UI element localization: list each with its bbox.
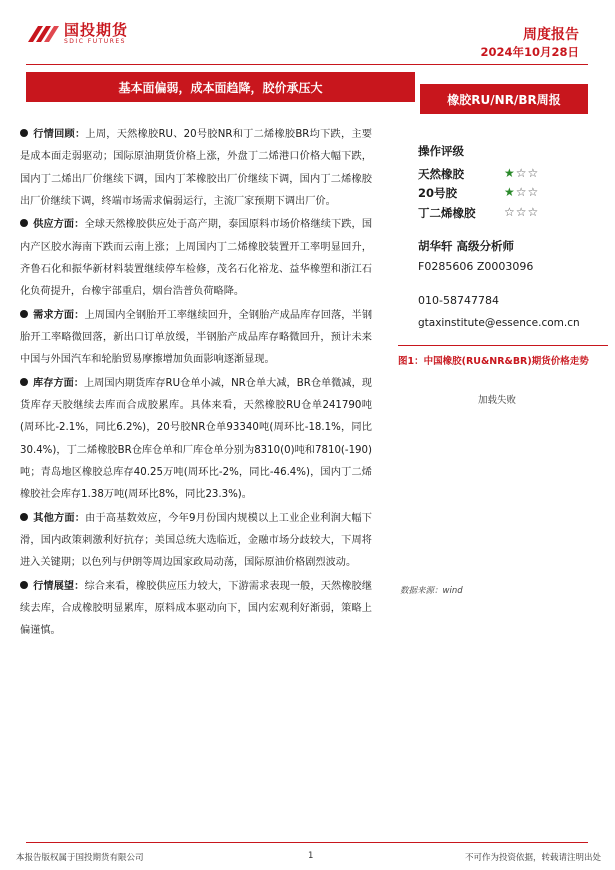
report-date: 2024年10月28日	[480, 45, 579, 59]
analyst-phone: 010-58747784	[418, 294, 499, 307]
bullet-icon	[20, 129, 28, 137]
product-title: 橡胶RU/NR/BR周报	[420, 84, 588, 114]
figure-divider	[398, 345, 608, 346]
footer-disclaimer: 不可作为投资依据，转载请注明出处	[464, 853, 601, 863]
rating-row-br: 丁二烯橡胶 ☆☆☆	[418, 205, 540, 220]
logo-mark-icon	[26, 22, 60, 46]
logo-en-text: SDIC FUTURES	[64, 38, 126, 45]
rating-stars: ★☆☆	[504, 166, 540, 180]
company-logo	[26, 22, 128, 46]
rating-row-natural-rubber: 天然橡胶 ★☆☆	[418, 166, 540, 181]
figure-title: 图1：中国橡胶(RU&NR&BR)期货价格走势	[398, 356, 589, 367]
section-market-review: 行情回顾：上周，天然橡胶RU、20号胶NR和丁二烯橡胶BR均下跌，主要是成本面走弱驱动；国际原油期货价格上涨，外盘丁二烯港口价格大幅下跌，国内丁二烯出厂价继续下调，国内丁苯橡胶出厂价继续下调，国内丁二烯橡胶出厂价继续下调，终端市场需求偏弱运行，主流厂家预期下调出厂价。	[20, 129, 372, 207]
rating-title: 操作评级	[418, 144, 464, 158]
bullet-icon	[20, 513, 28, 521]
header-divider	[26, 64, 588, 65]
report-title: 基本面偏弱，成本面趋降，胶价承压大	[26, 72, 415, 102]
rating-row-nr20: 20号胶 ★☆☆	[418, 185, 540, 200]
rating-stars: ★☆☆	[504, 185, 540, 199]
section-supply: 供应方面：全球天然橡胶供应处于高产期，泰国原料市场价格继续下跌，国内产区胶水海南下跌而云南上涨；上周国内丁二烯橡胶装置开工率明显回升，齐鲁石化和振华新材料装置继续停车检修，茂名石化裕龙、益华橡塑和浙江石化负荷提升，台橡宇部重启，烟台浩普负荷略降。	[20, 219, 373, 298]
bullet-icon	[20, 219, 28, 227]
logo-cn-text: 国投期货	[64, 21, 129, 39]
analyst-cert: F0285606 Z0003096	[418, 260, 534, 273]
section-other: 其他方面：由于高基数效应，今年9月份国内规模以上工业企业利润大幅下滑，国内政策刺激利好抗存；美国总统大选临近，金融市场分歧较大，下周将进入关键期；以色列与伊朗等周边国家政局动荡，国际原油价格剧烈波动。	[20, 512, 372, 569]
section-outlook: 行情展望：综合来看，橡胶供应压力较大，下游需求表现一般，天然橡胶继续去库，合成橡胶明显累库，原料成本驱动向下，国内宏观利好渐弱，策略上偏谨慎。	[20, 580, 373, 637]
summary-column	[20, 124, 372, 644]
footer-copyright: 本报告版权属于国投期货有限公司	[16, 853, 144, 863]
page-number: 1	[308, 851, 314, 861]
figure-load-failed: 加载失败	[478, 395, 517, 406]
section-demand: 需求方面：上周国内全钢胎开工率继续回升，全钢胎产成品库存回落，半钢胎开工率略微回落，新出口订单放缓，半钢胎产成品库存略微回升，预计未来中国与外国汽车和轮胎贸易摩擦增加负面影响逐渐显现。	[20, 309, 373, 366]
section-inventory: 库存方面：上周国内期货库存RU仓单小减，NR仓单大减，BR仓单微减，现货库存天胶继续去库而合成胶累库。具体来看，天然橡胶RU仓单241790吨(周环比-2.1%，同比6.2%)，20号胶NR仓单93340吨(周环比-18.1%，同比30.4%)，丁二烯橡胶BR仓库仓单和厂库仓单分别为8310(0)吨和7810(-190)吨；青岛地区橡胶总库存40.25万吨(周环比-2%，同比-46.4%)，国内丁二烯橡胶社会库存1.38万吨(周环比8%，同比23.3%)。	[20, 377, 372, 501]
bullet-icon	[20, 378, 28, 386]
bullet-icon	[20, 581, 28, 589]
footer-divider	[26, 842, 588, 843]
rating-stars: ☆☆☆	[504, 205, 540, 219]
report-type: 周度报告	[523, 27, 579, 43]
bullet-icon	[20, 310, 28, 318]
analyst-email[interactable]: gtaxinstitute@essence.com.cn	[418, 317, 580, 329]
analyst-name: 胡华轩 高级分析师	[418, 239, 515, 253]
figure-source: 数据来源：wind	[400, 586, 463, 596]
